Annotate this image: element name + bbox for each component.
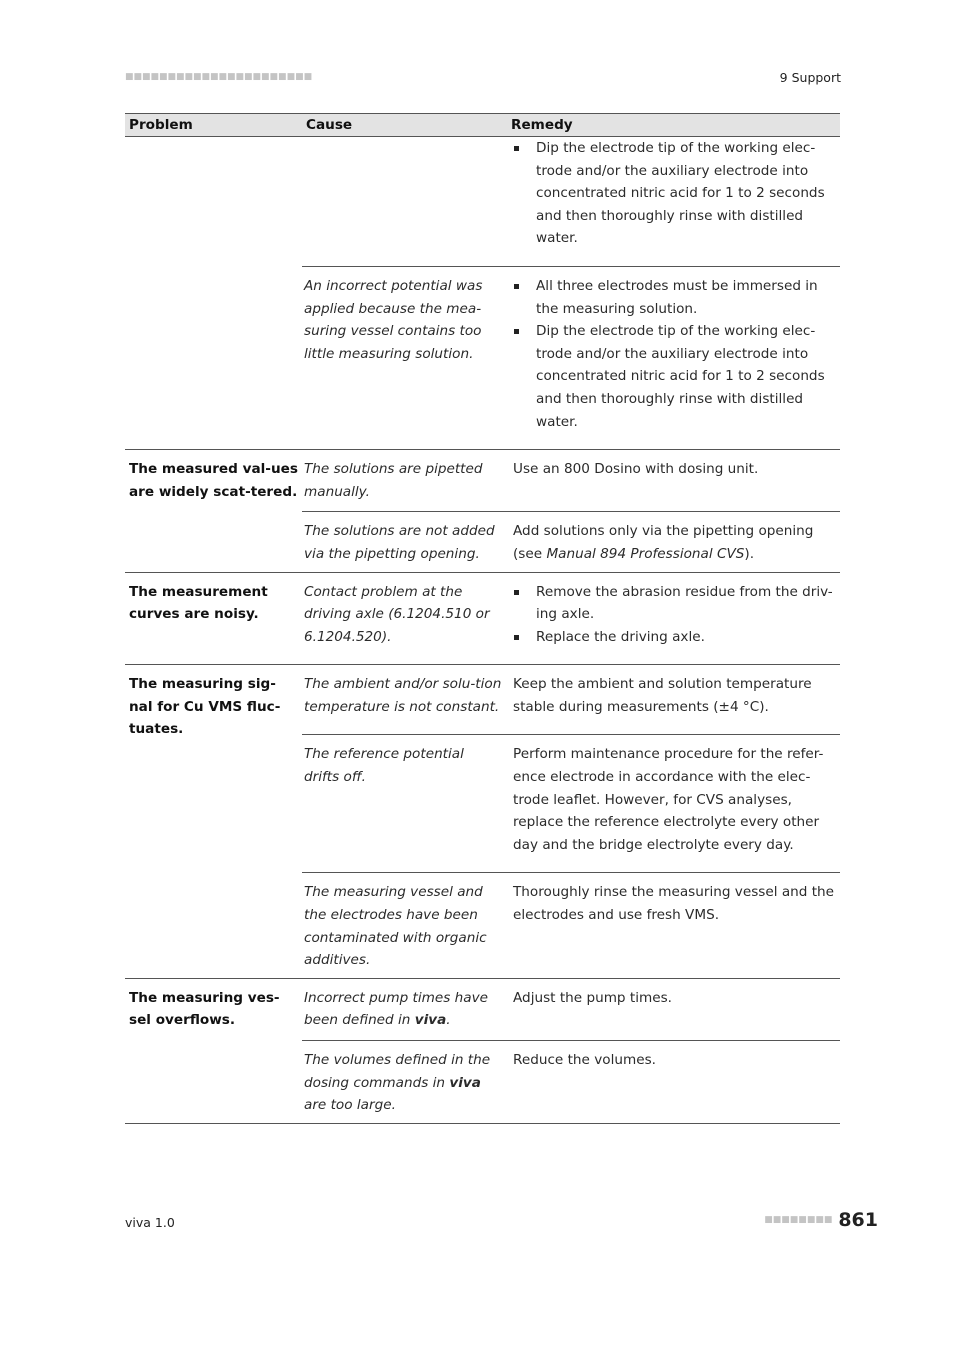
remedy-cell: Use an 800 Dosino with dosing unit. (507, 450, 840, 512)
problem-cell: The measurement curves are noisy. (125, 572, 302, 665)
manual-reference: Manual 894 Professional CVS (546, 545, 745, 562)
problem-cell: The measuring sig-nal for Cu VMS fluc-tuates. (125, 665, 302, 979)
remedy-cell: Adjust the pump times. (507, 978, 840, 1040)
remedy-text: Add solutions only via the pipetting opening (see (513, 523, 814, 562)
problem-cell: The measured val-ues are widely scat-tered. (125, 450, 302, 572)
cause-cell: Contact problem at the driving axle (6.1204.510 or 6.1204.520). (302, 572, 507, 665)
cause-cell: An incorrect potential was applied because the mea-suring vessel contains too little measuring solution. (302, 266, 507, 449)
software-name: viva (414, 1012, 447, 1029)
remedy-cell: Reduce the volumes. (507, 1041, 840, 1124)
table-row (125, 978, 840, 1040)
remedy-cell (507, 137, 840, 267)
cause-cell (302, 1041, 507, 1124)
list-item: All three electrodes must be immersed in the measuring solution. (513, 275, 836, 320)
cause-cell: The measuring vessel and the electrodes have been contaminated with organic additives. (302, 873, 507, 978)
cause-cell (302, 137, 507, 267)
header-problem: Problem (125, 114, 302, 137)
page-footer (764, 1209, 878, 1231)
cause-cell: The reference potential drifts off. (302, 735, 507, 873)
header-cause: Cause (302, 114, 507, 137)
cause-cell: The ambient and/or solu-tion temperature is not constant. (302, 665, 507, 735)
remedy-cell (507, 512, 840, 572)
cause-text: The volumes defined in the dosing commands in (304, 1052, 491, 1091)
page-number: 861 (838, 1209, 878, 1231)
cause-cell: The solutions are pipetted manually. (302, 450, 507, 512)
cause-text: . (446, 1012, 451, 1029)
list-item: Dip the electrode tip of the working elec-trode and/or the auxiliary electrode into concentrated nitric acid for 1 to 2 seconds and then thoroughly rinse with distilled water. (513, 137, 836, 250)
cause-text: Incorrect pump times have been defined in (304, 989, 488, 1029)
remedy-cell: Perform maintenance procedure for the refer-ence electrode in accordance with the elec-trode leaflet. However, for CVS analyses, replace the reference electrolyte every other day and the bridge electrolyte every day. (507, 735, 840, 873)
header-decoration: ■■■■■■■■■■■■■■■■■■■■■■ (125, 72, 313, 82)
table-header-row (125, 114, 840, 137)
section-title: 9 Support (779, 70, 841, 85)
remedy-cell: Keep the ambient and solution temperature stable during measurements (±4 °C). (507, 665, 840, 735)
table-row (125, 572, 840, 665)
problem-cell (125, 137, 302, 450)
cause-cell: The solutions are not added via the pipetting opening. (302, 512, 507, 572)
remedy-cell (507, 266, 840, 449)
footer-decoration: ■■■■■■■■ (764, 1215, 833, 1225)
product-version: viva 1.0 (125, 1215, 175, 1230)
remedy-cell: Thoroughly rinse the measuring vessel and the electrodes and use fresh VMS. (507, 873, 840, 978)
cause-text: are too large. (304, 1097, 396, 1114)
header-remedy: Remedy (507, 114, 840, 137)
troubleshooting-table (125, 113, 840, 1124)
list-item: Remove the abrasion residue from the driv-ing axle. (513, 581, 836, 626)
list-item: Replace the driving axle. (513, 626, 836, 649)
software-name: viva (449, 1074, 481, 1091)
remedy-cell (507, 572, 840, 665)
table-row (125, 137, 840, 267)
remedy-text: ). (744, 545, 755, 562)
table-row (125, 450, 840, 512)
table-row (125, 665, 840, 735)
problem-cell: The measuring ves-sel overflows. (125, 978, 302, 1123)
cause-cell (302, 978, 507, 1040)
list-item: Dip the electrode tip of the working elec-trode and/or the auxiliary electrode into concentrated nitric acid for 1 to 2 seconds and then thoroughly rinse with distilled water. (513, 320, 836, 433)
